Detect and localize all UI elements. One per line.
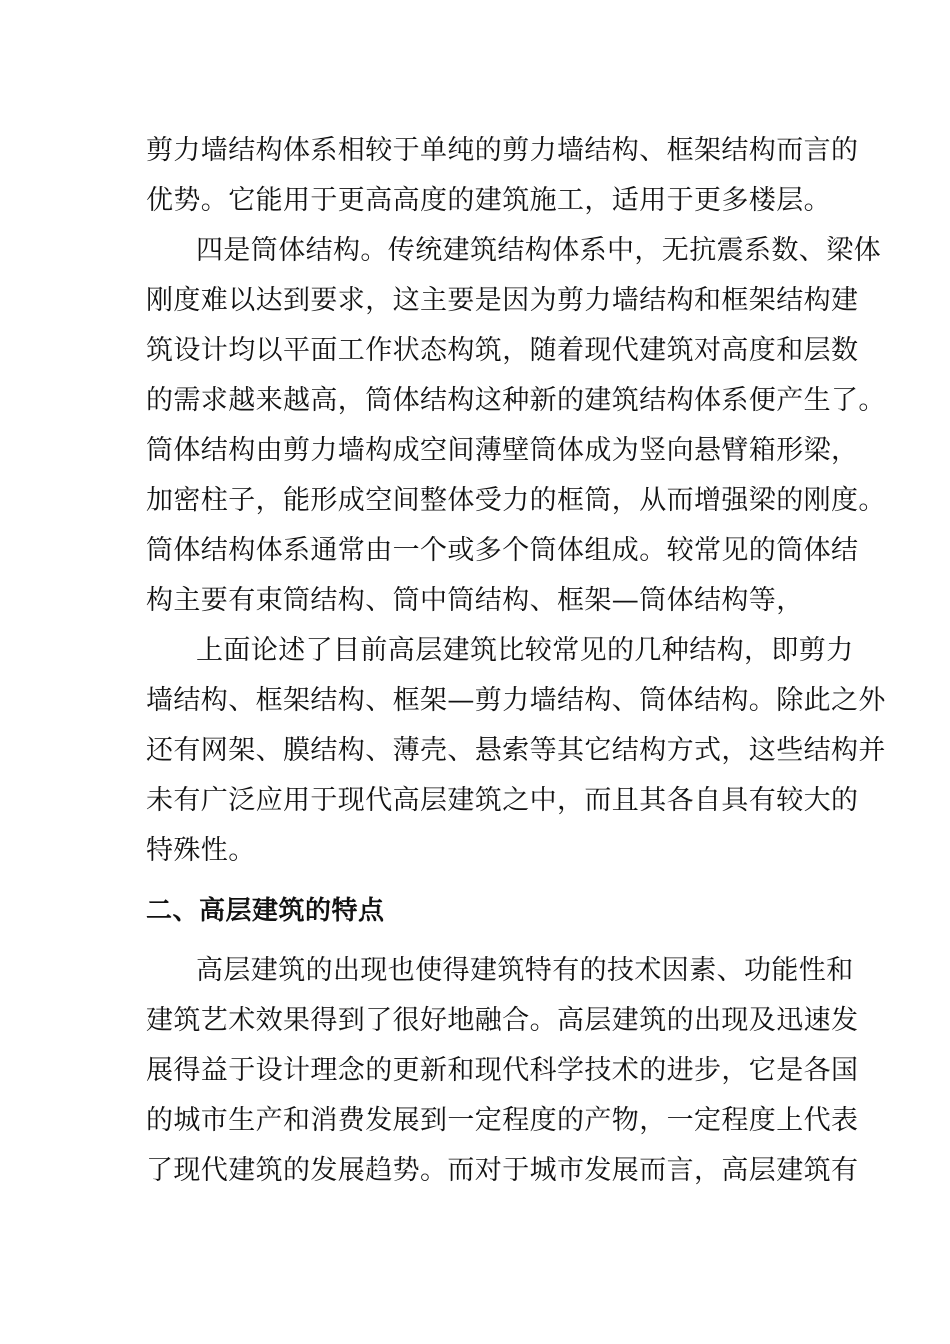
paragraph-line: 筒体结构由剪力墙构成空间薄壁筒体成为竖向悬臂箱形梁， <box>146 435 859 466</box>
paragraph-line: 未有广泛应用于现代高层建筑之中，而且其各自具有较大的 <box>146 785 859 816</box>
paragraph-line: 了现代建筑的发展趋势。而对于城市发展而言，高层建筑有 <box>146 1155 859 1186</box>
paragraph-line: 上面论述了目前高层建筑比较常见的几种结构，即剪力 <box>196 635 854 666</box>
paragraph-line: 加密柱子，能形成空间整体受力的框筒，从而增强梁的刚度。 <box>146 485 886 516</box>
paragraph-line: 四是筒体结构。传统建筑结构体系中，无抗震系数、梁体 <box>196 235 881 266</box>
paragraph-line: 的需求越来越高，筒体结构这种新的建筑结构体系便产生了。 <box>146 385 886 416</box>
paragraph-line: 刚度难以达到要求，这主要是因为剪力墙结构和框架结构建 <box>146 285 859 316</box>
paragraph-line: 构主要有束筒结构、筒中筒结构、框架—筒体结构等， <box>146 585 804 616</box>
paragraph-line: 建筑艺术效果得到了很好地融合。高层建筑的出现及迅速发 <box>146 1005 859 1036</box>
paragraph-line: 筑设计均以平面工作状态构筑，随着现代建筑对高度和层数 <box>146 335 859 366</box>
paragraph-line: 的城市生产和消费发展到一定程度的产物，一定程度上代表 <box>146 1105 859 1136</box>
paragraph-line: 高层建筑的出现也使得建筑特有的技术因素、功能性和 <box>196 955 854 986</box>
paragraph-line: 筒体结构体系通常由一个或多个筒体组成。较常见的筒体结 <box>146 535 859 566</box>
section-heading: 二、高层建筑的特点 <box>146 896 385 926</box>
paragraph-line: 展得益于设计理念的更新和现代科学技术的进步，它是各国 <box>146 1055 859 1086</box>
paragraph-line: 墙结构、框架结构、框架—剪力墙结构、筒体结构。除此之外 <box>146 685 886 716</box>
paragraph-line: 还有网架、膜结构、薄壳、悬索等其它结构方式，这些结构并 <box>146 735 886 766</box>
paragraph-line: 特殊性。 <box>146 835 256 866</box>
paragraph-line: 优势。它能用于更高高度的建筑施工，适用于更多楼层。 <box>146 185 831 216</box>
paragraph-line: 剪力墙结构体系相较于单纯的剪力墙结构、框架结构而言的 <box>146 135 859 166</box>
